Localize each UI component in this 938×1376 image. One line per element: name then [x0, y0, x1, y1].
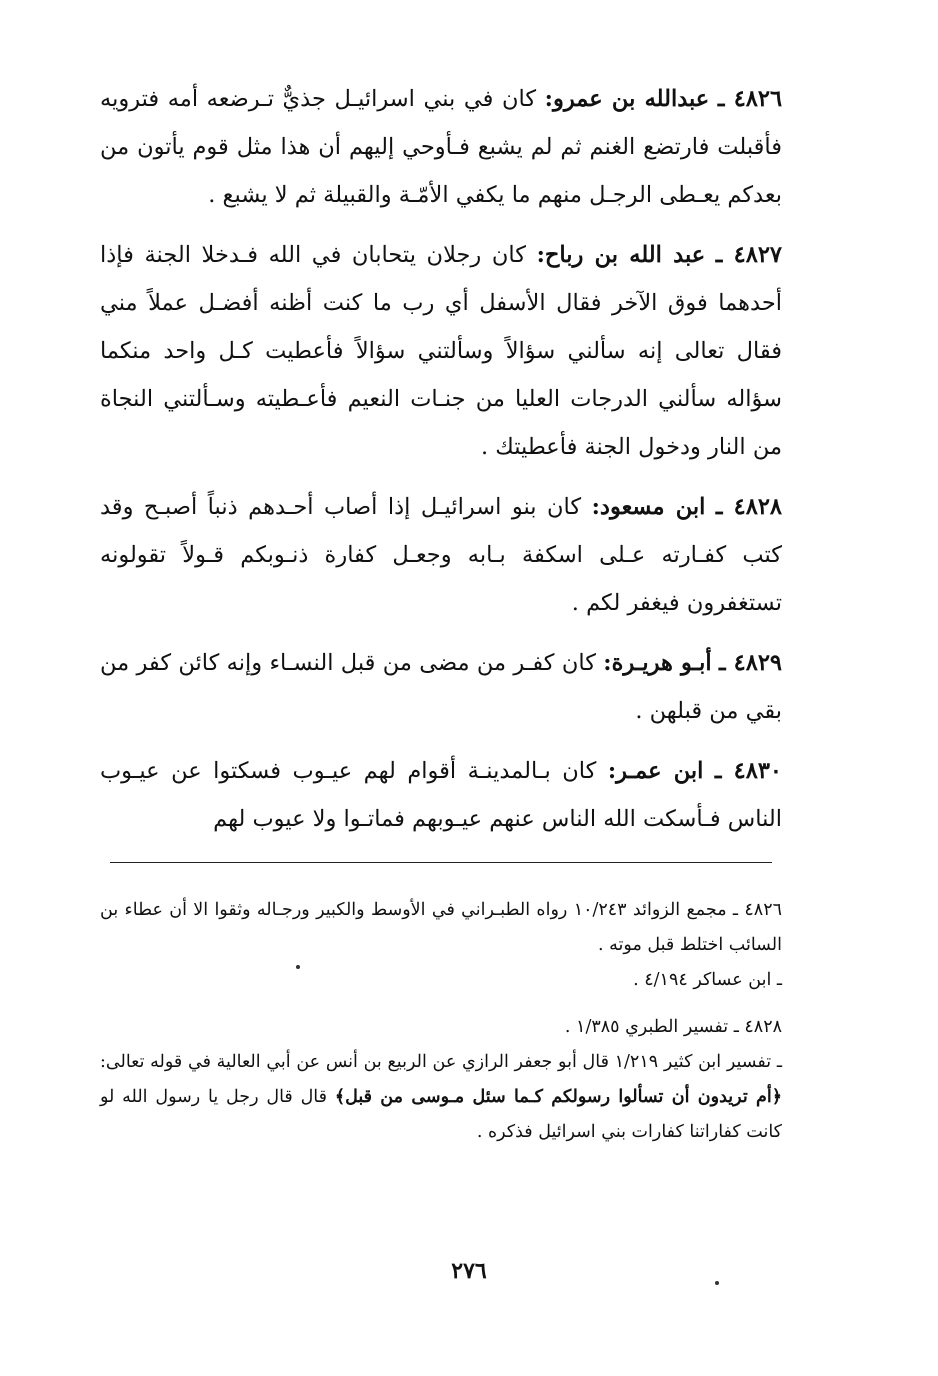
footnote-text: ـ تفسير ابن كثير ١/٢١٩ قال أبو جعفر الرازي عن الربيع بن أنس عن أبي العالية في قوله تعالى: [100, 1052, 782, 1072]
entry-text: كان في بني اسرائيـل جذيٌّ تـرضعه أمه فترويه فأقبلت فارتضع الغنم ثم لم يشبع فـأوحي إليهم أن هذا مثل قوم يأتون من بعدكم يعـطى الرجـل منهم ما يكفي الأمّـة والقبيلة ثم لا يشبع . [100, 86, 782, 208]
footnote-ibn-asakir: ـ ابن عساكر ٤/١٩٤ . [633, 970, 782, 990]
entry-number: ٤٨٢٦ ـ [717, 86, 783, 112]
footnote-4828: ٤٨٢٨ ـ تفسير الطبري ١/٣٨٥ . [564, 1017, 782, 1037]
entry-number: ٤٨٢٧ ـ [715, 242, 782, 268]
entry-4829 [100, 639, 782, 735]
footnote-ibn-kathir [100, 1045, 782, 1150]
entry-text: كان بـالمدينـة أقوام لهم عيـوب فسكتوا عن عيـوب الناس فـأسكت الله الناس عنهم عيـوبهم فماتـوا ولا عيوب لهم [100, 758, 782, 832]
entry-4826 [100, 75, 782, 219]
entry-text: كان كفـر من مضى من قبل النسـاء وإنه كائن كفر من بقي من قبلهن . [100, 650, 782, 724]
quran-quote: ﴿أم تريدون أن تسألوا رسولكم كـما سئل مـوسى من قبل﴾ [334, 1087, 782, 1107]
entry-number: ٤٨٢٨ ـ [715, 494, 782, 520]
footnote-separator [110, 862, 772, 863]
entry-narrator: ابن عمـر: [607, 758, 704, 784]
main-text [100, 75, 782, 855]
entry-text: كان رجلان يتحابان في الله فـدخلا الجنة فإذا أحدهما فوق الآخر فقال الأسفل أي رب ما كنت أظنه أفضـل عملاً مني فقال تعالى إنه سألني سؤالاً وسألتني سؤالاً فأعطيت كـل واحد منكما سؤاله سألني الدرجات العليا من جنـات النعيم فأعـطيته وسـألتني النجاة من النار ودخول الجنة فأعطيتك . [100, 242, 782, 460]
footnotes [100, 893, 782, 1150]
entry-narrator: عبد الله بن رباح: [536, 242, 706, 268]
entry-narrator: أبـو هريـرة: [603, 650, 712, 676]
scan-speck [296, 965, 300, 969]
entry-4830 [100, 747, 782, 843]
entry-text: كان بنو اسرائيـل إذا أصاب أحـدهم ذنباً أصبـح وقد كتب كفـارته عـلى اسكفة بـابه وجعـل كفارة ذنـوبكم قـولاً تقولونه تستغفرون فيغفر لكم . [100, 494, 782, 616]
entry-4827 [100, 231, 782, 471]
footnote-text-end: قال قال رجل يا رسول الله لو كانت كفاراتنا كفارات بني اسرائيل فذكره . [100, 1087, 782, 1142]
scan-speck [715, 1281, 719, 1285]
entry-number: ٤٨٣٠ ـ [714, 758, 782, 784]
entry-number: ٤٨٢٩ ـ [719, 650, 782, 676]
page-number: ٢٧٦ [451, 1258, 487, 1284]
footnote-4826: ٤٨٢٦ ـ مجمع الزوائد ١٠/٢٤٣ رواه الطبـراني في الأوسط والكبير ورجـاله وثقوا الا أن عطاء بن السائب اختلط قبل موته . [100, 900, 782, 955]
entry-narrator: عبدالله بن عمرو: [544, 86, 710, 112]
entry-narrator: ابن مسعود: [591, 494, 706, 520]
entry-4828 [100, 483, 782, 627]
